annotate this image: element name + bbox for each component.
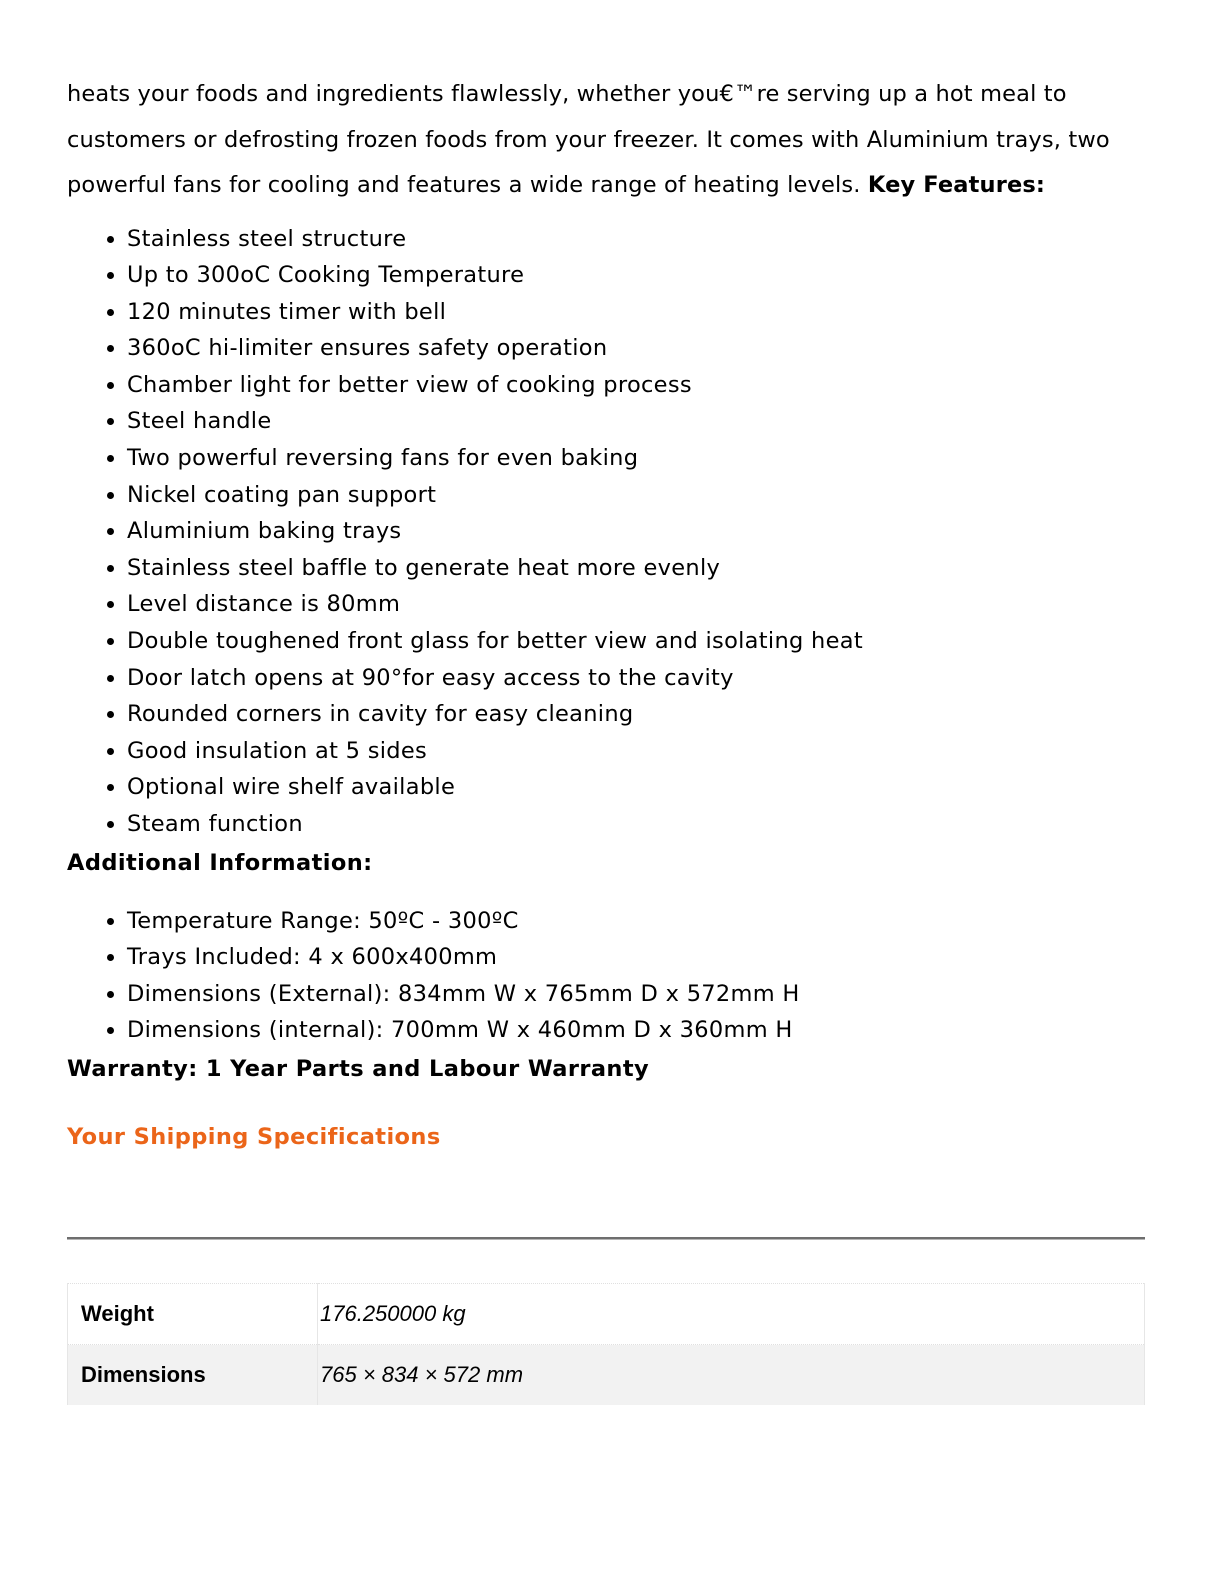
- spec-label-dimensions: Dimensions: [68, 1345, 318, 1406]
- feature-item: • Steam function: [127, 806, 1145, 843]
- additional-info-item: • Dimensions (internal): 700mm W x 460mm D x 360mm H: [127, 1012, 1145, 1049]
- feature-item: • Two powerful reversing fans for even baking: [127, 440, 1145, 477]
- key-features-list: [67, 221, 1145, 843]
- additional-info-item: • Temperature Range: 50ºC - 300ºC: [127, 903, 1145, 940]
- warranty-heading: Warranty: 1 Year Parts and Labour Warranty: [67, 1055, 650, 1082]
- table-row: [68, 1284, 1145, 1345]
- feature-item: • Optional wire shelf available: [127, 769, 1145, 806]
- feature-item: • Steel handle: [127, 403, 1145, 440]
- feature-item: • Aluminium baking trays: [127, 513, 1145, 550]
- feature-item: • Good insulation at 5 sides: [127, 733, 1145, 770]
- feature-item: • 360oC hi-limiter ensures safety operation: [127, 330, 1145, 367]
- feature-item: • Door latch opens at 90°for easy access to the cavity: [127, 660, 1145, 697]
- spec-label-weight: Weight: [68, 1284, 318, 1345]
- feature-item: • Stainless steel baffle to generate heat more evenly: [127, 550, 1145, 587]
- intro-paragraph: [67, 72, 1145, 209]
- section-divider: [67, 1237, 1145, 1240]
- additional-info-item: • Trays Included: 4 x 600x400mm: [127, 939, 1145, 976]
- feature-item: • Rounded corners in cavity for easy cleaning: [127, 696, 1145, 733]
- feature-item: • Up to 300oC Cooking Temperature: [127, 257, 1145, 294]
- feature-item: • Chamber light for better view of cooking process: [127, 367, 1145, 404]
- spec-value-dimensions: 765 × 834 × 572 mm: [318, 1345, 1145, 1406]
- shipping-specs-title: Your Shipping Specifications: [67, 1123, 441, 1150]
- key-features-label: Key Features:: [867, 172, 1046, 198]
- table-row: [68, 1345, 1145, 1406]
- additional-info-heading: Additional Information:: [67, 849, 373, 876]
- feature-item: • Stainless steel structure: [127, 221, 1145, 258]
- shipping-specs-table: [67, 1283, 1145, 1405]
- feature-item: • Nickel coating pan support: [127, 477, 1145, 514]
- feature-item: • Double toughened front glass for better view and isolating heat: [127, 623, 1145, 660]
- spec-value-weight: 176.250000 kg: [318, 1284, 1145, 1345]
- product-description: [67, 72, 1145, 1179]
- additional-info-item: • Dimensions (External): 834mm W x 765mm D x 572mm H: [127, 976, 1145, 1013]
- feature-item: • Level distance is 80mm: [127, 586, 1145, 623]
- additional-info-list: [67, 903, 1145, 1049]
- intro-text: heats your foods and ingredients flawlessly, whether you€™re serving up a hot meal to customers or defrosting frozen foods from your freezer. It comes with Aluminium trays, two powerful fans for cooling and features a wide range of heating levels.: [67, 81, 1110, 198]
- feature-item: • 120 minutes timer with bell: [127, 294, 1145, 331]
